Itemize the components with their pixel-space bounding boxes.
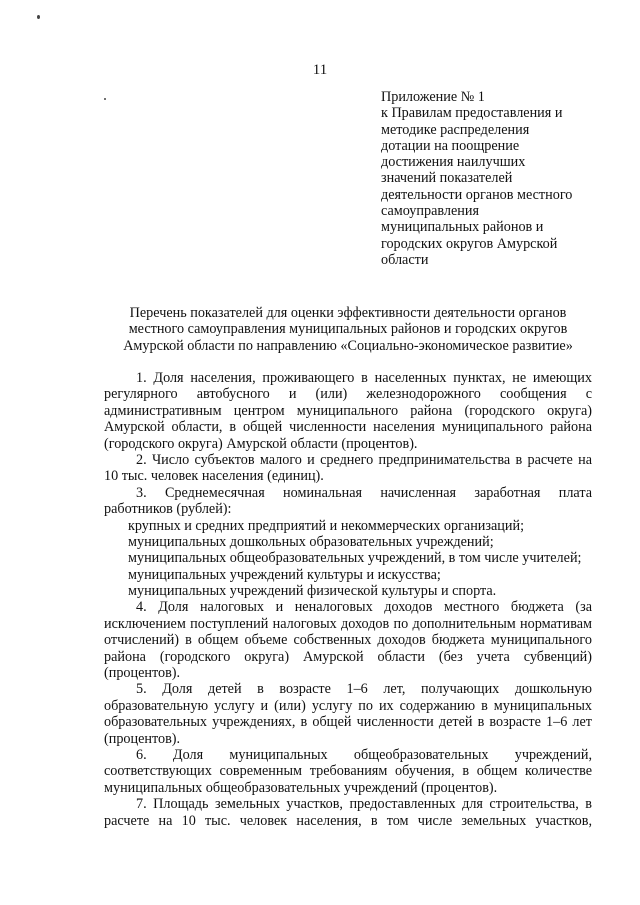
appendix-line: муниципальных районов и <box>381 219 544 236</box>
body-text-line: 3. Среднемесячная номинальная начисленная заработная плата <box>136 484 592 501</box>
body-text-line: соответствующих современным требованиям обучения, в общем количестве <box>104 763 592 780</box>
body-text-line: 7. Площадь земельных участков, предоставленных для строительства, в <box>136 796 592 813</box>
appendix-line: деятельности органов местного <box>381 186 573 203</box>
body-text-line: 2. Число субъектов малого и среднего предпринимательства в расчете на <box>136 451 592 468</box>
body-text-line: 6. Доля муниципальных общеобразовательных учреждений, <box>136 746 592 763</box>
appendix-line: методике распределения <box>381 121 530 138</box>
appendix-line: дотации на поощрение <box>381 137 520 154</box>
appendix-line: значений показателей <box>381 170 513 187</box>
body-text-line: работников (рублей): <box>104 501 232 518</box>
body-text-line: муниципальных общеобразовательных учреждений, в том числе учителей; <box>128 550 582 567</box>
title-line: Перечень показателей для оценки эффективности деятельности органов <box>129 305 567 321</box>
appendix-line: Приложение № 1 <box>381 89 485 105</box>
body-text-line: района (городского округа) Амурской области (без учета субвенций) <box>104 648 592 665</box>
indicator-list <box>104 370 592 829</box>
body-text-line: муниципальных учреждений культуры и искусства; <box>128 566 441 583</box>
body-text-line: Амурской области, в общей численности населения муниципального района <box>104 419 592 436</box>
body-text-line: исключением поступлений налоговых доходов по дополнительным нормативам <box>104 615 592 632</box>
page-number: 11 <box>312 62 328 78</box>
scan-speck <box>37 15 40 19</box>
appendix-line: области <box>381 251 429 268</box>
appendix-line: достижения наилучших <box>381 154 526 171</box>
body-text-line: (процентов). <box>104 665 181 682</box>
body-text-line: муниципальных общеобразовательных учреждений (процентов). <box>104 779 498 796</box>
body-text-line: крупных и средних предприятий и некоммерческих организаций; <box>128 517 525 534</box>
body-text-line: расчете на 10 тыс. человек населения, в том числе земельных участков, <box>104 812 592 829</box>
body-text-line: образовательную услугу и (или) услугу по их содержанию в муниципальных <box>104 697 592 714</box>
body-text-line: 5. Доля детей в возрасте 1–6 лет, получающих дошкольную <box>136 681 592 698</box>
appendix-line: самоуправления <box>381 203 479 220</box>
body-text-line: отчислений) в общем объеме собственных доходов бюджета муниципального <box>104 632 592 649</box>
document-title <box>104 305 592 354</box>
title-line: Амурской области по направлению «Социально-экономическое развитие» <box>123 337 573 354</box>
body-text-line: муниципальных дошкольных образовательных учреждений; <box>128 533 494 550</box>
body-text-line: 4. Доля налоговых и неналоговых доходов местного бюджета (за <box>136 599 592 616</box>
body-text-line: 10 тыс. человек населения (единиц). <box>104 468 324 485</box>
title-line: местного самоуправления муниципальных районов и городских округов <box>128 321 568 338</box>
appendix-note <box>381 89 596 268</box>
appendix-line: к Правилам предоставления и <box>381 105 563 122</box>
body-text-line: 1. Доля населения, проживающего в населенных пунктах, не имеющих <box>136 370 592 386</box>
body-text-line: муниципальных учреждений физической культуры и спорта. <box>128 583 497 600</box>
body-text-line: регулярного автобусного и (или) железнодорожного сообщения с <box>104 386 592 403</box>
body-text-line: (процентов). <box>104 730 181 747</box>
appendix-line: городских округов Амурской <box>381 235 558 252</box>
body-text-line: административным центром муниципального района (городского округа) <box>104 402 592 419</box>
body-text-line: (городского округа) Амурской области (процентов). <box>104 435 418 452</box>
scan-speck <box>104 98 106 100</box>
body-text-line: образовательных учреждениях, в общей численности детей в возрасте 1–6 лет <box>104 714 592 731</box>
